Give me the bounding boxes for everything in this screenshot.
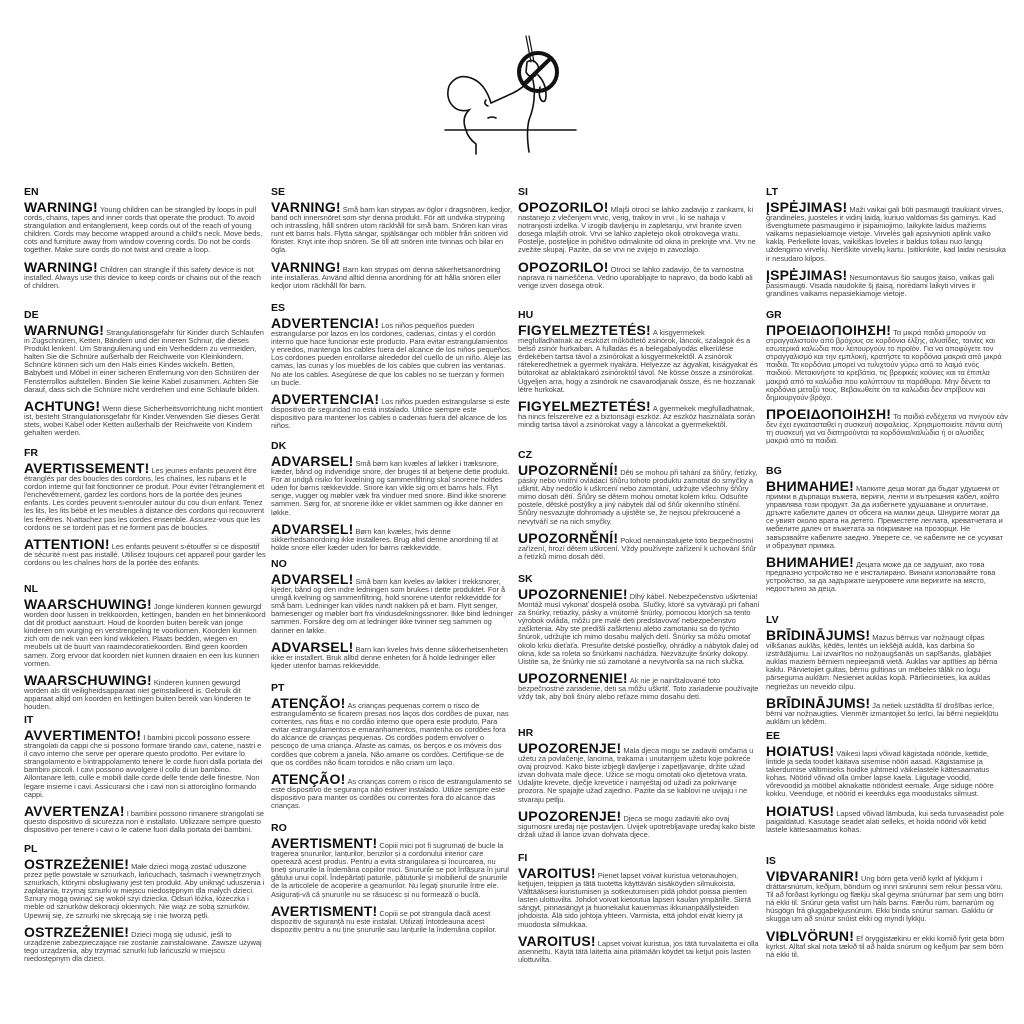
warning-heading: ВНИМАНИЕ! [766, 553, 855, 570]
warning-heading: ATTENTION! [24, 535, 110, 552]
warning-paragraph [24, 923, 266, 963]
warning-paragraph [766, 480, 1008, 550]
warning-text: Los niños pueden estrangularse si este dispositivo de seguridad no está instalado. Utilice siempre este dispositivo para mantener los cables o cadenas fuera del alcance de los niños. [271, 396, 510, 431]
warning-paragraph [24, 598, 266, 668]
warning-text: Pienet lapset voivat kuristua vetonauhojen, ketjujen, teippien ja tätä tuotetta käyttävän sisäköyden silmukoista. Välttääksesi kuristumisen ja sotkeutumisen pidä johdot poissa pienten lasten ulottuvilta. Johdot voivat kietoutua lapsen kaulan ympärille. Siirrä sängyt, pinnasängyt ja huonekalut kauemmas ikkunanpäällysteiden johdoista. Älä sido johtoja yhteen. Varmista, että johdot eivät kierry ja muodosta silmukkaa. [518, 871, 752, 929]
warning-heading: FIGYELMEZTETÉS! [518, 397, 651, 414]
warning-text: Mazus bērnus var nožņaugt cilpas vilkšanas auklās, ķēdēs, lentēs un iekšējā auklā, kas darbina šo izstrādājumu. Lai izvairītos no nožņaugšanās un sapīšanās, glabājiet auklas maziem bērniem nepieejamā vietā. Auklas var aptīties ap bērna kaklu. Pārvietojiet gultas, bērnu gultiņas un mēbeles tālāk no logu pārseguma auklām. Nesieniet auklas kopā. Pārliecinieties, ka auklas negriežas un neveido cilpu. [766, 633, 998, 691]
language-section-fr [24, 447, 266, 573]
language-code: HR [518, 727, 534, 739]
warning-paragraph [518, 742, 760, 804]
language-code: DE [24, 309, 39, 321]
language-code: DK [271, 440, 287, 452]
warning-paragraph [766, 870, 1008, 924]
warning-paragraph [24, 802, 266, 834]
warning-paragraph [271, 573, 513, 635]
warning-paragraph [271, 201, 513, 255]
warning-heading: VARNING! [271, 258, 341, 275]
warning-heading: OPOZORILO! [518, 199, 609, 215]
warning-paragraph [766, 405, 1008, 446]
language-code: RO [271, 822, 287, 834]
warning-paragraph [271, 455, 513, 517]
warning-text: Nesumontavus šio saugos įtaiso, vaikas gali pasismaugti. Visada naudokite šį įtaisą, norėdami laikyti virves ir grandines vaikams nepasiekiamoje vietoje. [766, 272, 994, 298]
warning-paragraph [24, 201, 266, 255]
warning-paragraph [766, 694, 1008, 726]
warning-heading: ВНИМАНИЕ! [766, 478, 855, 494]
warning-heading: AVERTISMENT! [271, 835, 378, 851]
warning-text: Малките деца могат да бъдат удушени от примки в дърпащи въжета, вериги, ленти и вътрешния кабел, който управлява този продукт. За да избегнете удушаване и оплитане, дръжте кабелите далеч от обсега на малки деца. Шнурите могат да се увият около врата на детето. Преместете леглата, креватчетата и мебелите далеч от въжетата за покриване на прозорци. Не завързвайте кабелите заедно. Уверете се, че кабелите не се усукват и образуват примка. [766, 484, 1003, 550]
warning-text: Maži vaikai gali būti pasmaugti traukiant virves, grandinėles, juosteles ir vidinį laidą, kuriuo valdomas šis gaminys. Kad išvengtumėte pasmaugimo ir įsipainiojimo, laikykite laidus mažiems vaikams nepasiekiamoje vietoje. Virvelės gali apsivynioti aplink vaiko kaklą. Perkelkite lovas, vaikiškas loveles ir baldus toliau nuo langų uždengimo virvelių. Neriškite virvelių kartu. Įsitikinkite, kad laidai nesisuka ir nesudaro kilpos. [766, 205, 1006, 263]
warning-text: Dzieci mogą się udusić, jeśli to urządzenie zabezpieczające nie zostanie zainstalowane. Zawsze używaj tego urządzenia, aby trzymać sznurki lub łańcuszki w miejscu niedostępnym dla dzieci. [24, 929, 262, 963]
warning-paragraph [24, 324, 266, 394]
warning-text: Jonge kinderen kunnen gewurgd worden door lussen in trekkoorden, kettingen, banden en het binnenkoord dat dit product aanstuurt. Houd de koorden buiten bereik van jonge kinderen om wurging en verstrengeling te voorkomen. Koorden kunnen zich om de nek van een kind wikkelen. Plaats bedden, wiegen en meubels uit de buurt van raamdecoratiekoorden. Bind geen koorden samen. Zorg ervoor dat koorden niet kunnen draaien en een lus kunnen vormen. [24, 602, 266, 668]
warning-paragraph [271, 837, 513, 899]
warning-text: Barn kan strypas om denna säkerhetsanordning inte installeras. Använd alltid denna anordning för att hålla snören eller kedjor utom räckhåll för barn. [271, 264, 501, 290]
warning-paragraph [518, 201, 760, 255]
warning-heading: HOIATUS! [766, 802, 835, 819]
warning-text: Ef öryggistækinu er ekki komið fyrir geta börn kyrkst. Alltaf skal nota tækið til að halda snúrum og keðjum þar sem börn ná ekki til. [766, 933, 1005, 959]
warning-text: Copiii se pot strangula dacă acest dispozitiv de siguranță nu este instalat. Utilizați întotdeauna acest dispozitiv pentru a nu ține șnururile sau lanțurile la îndemâna copiilor. [271, 908, 497, 934]
warning-paragraph [766, 553, 1008, 594]
language-section-ro [271, 822, 513, 940]
warning-heading: UPOZORENJE! [518, 807, 622, 824]
warning-text: A kisgyermekek megfulladhatnak az eszközt működtető zsinórok, láncok, szalagok és a belső zsinór hurkaiban. A fulladás és a belegabalyodás elkerülése érdekében tartsa távol a zsinórokat a kisgyermekektől. A zsinórok rátekeredhetnek a gyermek nyakára. Helyezze az ágyakat, kiságyakat és bútorokat az ablaktakaró zsinóroktól távol. Ne kösse össze a zsinórokat. Ügyeljen arra, hogy a zsinórok ne csavarodjanak össze, és ne hozzanak létre hurkokat. [518, 328, 758, 394]
warning-heading: WAARSCHUWING! [24, 596, 152, 612]
language-section-lt [766, 186, 1008, 304]
warning-text: Les enfants peuvent s›étouffer si ce dispositif de sécurité n›est pas installé. Utilisez toujours cet appareil pour garder les cordons ou les chaînes hors de la portée des enfants. [24, 541, 266, 567]
warning-heading: AVERTISSEMENT! [24, 460, 150, 476]
warning-text: Barn kan kveles hvis denne sikkerhetsenheten ikke er installert. Bruk alltid denne enheten for å holde ledninger eller kjeder utenfor barnas rekkevidde. [271, 644, 508, 670]
warning-heading: UPOZORNENIE! [518, 669, 628, 686]
warning-heading: ADVARSEL! [271, 571, 354, 587]
warning-paragraph [766, 266, 1008, 298]
language-section-hu [518, 309, 760, 435]
warning-text: As crianças correm o risco de estrangulamento se este dispositivo de segurança não estiver instalado. Utilize sempre este dispositivo para manter os cordões ou correntes fora do alcance das crianças. [271, 776, 512, 811]
warning-text: Mlajši otroci se lahko zadavijo z zankami, ki nastanejo z vlečenjem vrvic, verig, trakov in vrvi , ki se nahaja v notranjosti izdelka. V izogib davljenju in zapletanju, vrvi hranite izven dosega mlajših otrok. Vrvi se lahko zapletejo okoli otrokovega vratu. Postelje, posteljice in pohištvo odmaknite od okna in prekrijte vrvi. Vrv ne zvežite skupaj. Pazite, da se vrvi ne zvijejo in zavozlajo. [518, 205, 756, 255]
warning-heading: OSTRZEŻENIE! [24, 856, 130, 872]
warning-paragraph [271, 520, 513, 552]
language-code: SE [271, 186, 286, 198]
warning-heading: WARNING! [24, 199, 98, 215]
language-section-is [766, 855, 1008, 965]
warning-text: Young children can be strangled by loops in pull cords, chains, tapes and inner cords that operate the product. To avoid strangulation and entanglement, keep cords out of the reach of young children. Cords may become wrapped around a child's neck. Move beds, cots and furniture away from window covering cords. Do not be cords together. Make sure cords do not twist and create a loop. [24, 205, 263, 255]
warning-text: Strangulationsgefahr für Kinder durch Schlaufen in Zugschnüren, Ketten, Bändern und der inneren Schnur, die dieses Produkt lenken!. Um Strangulierung und ein Verheddern zu vermeiden, halten Sie die Schnüre außerhalb der Reichweite von Kleinkindern. Schnüre können sich um den Hals eines Kindes wickeln. Betten, Babybett und Möbel in einer sicheren Entfernung von den Schnüren der Fensterrollos aufstellen. Binden Sie keine Kabel zusammen. Achten Sie darauf, dass sich die Schnüre nicht verdrehen und eine Schlaufe bilden. [24, 328, 264, 394]
warning-text: Copiii mici pot fi sugrumați de bucle la tragerea șnururilor, lanțurilor, benzilor și a cordonului interior care operează acest produs. Pentru a evita strangularea și încurcarea, nu țineți șnururile la îndemâna copiilor mici. Șnururile se pot înfășura în jurul gâtului unui copil. Îndepărtați paturile, pătuțurile și mobilierul de șnururile de la articolele de acoperire a geamurilor. Nu legați șnururile între ele. Asigurați-vă că șnururile nu se răsucesc și nu formează o buclă. [271, 841, 509, 899]
warning-text: Les jeunes enfants peuvent être étranglés par des boucles des cordons, les chaînes, les rubans et le cordon interne qui fait fonctionner ce produit. Pour éviter l'étranglement et l'enchevêtrement, gardez les cordons hors de la portée des jeunes enfants. Les cordes peuvent s›enrouler autour du cou d›un enfant. Tenez les lits, les lits bébé et les meubles à distance des cordons qui recouvrent les fenêtres. N›attachez pas les cordes ensemble. Assurez-vous que les cordons ne se tordent pas et ne forment pas de boucles. [24, 466, 265, 532]
warning-paragraph [271, 317, 513, 387]
warning-paragraph [766, 745, 1008, 799]
warning-heading: AVVERTIMENTO! [24, 727, 142, 743]
warning-heading: OPOZORILO! [518, 258, 609, 275]
language-code: LT [766, 186, 779, 198]
warning-paragraph [24, 729, 266, 799]
warning-paragraph [24, 535, 266, 567]
warning-text: Małe dzieci mogą zostać uduszone przez pętle powstałe w sznurkach, łańcuchach, taśmach i wewnętrznych sznurkach, którymi obsługiwany jest ten produkt. Aby uniknąć uduszenia i zaplątania, trzymaj sznurki w miejscu niedostępnym dla małych dzieci. Sznury mogą owinąć się wokół szyi dziecka. Odsuń łóżka, łóżeczka i meble od sznurków dekoracji okiennych. Nie wiąż ze sobą sznurków. Upewnij się, że sznurki nie skręcają się i nie tworzą pętli. [24, 862, 265, 920]
warning-text: Väikesi lapsi võivad kägistada nööride, kettide, lintide ja seda toodet käitava sisemise nööri aasad. Kägistamise ja takerdumise vältimiseks hoidke juhtmeid väikelastele kättesaamatus kohas. Nöörid võivad olla ümber lapse kaela. Liigutage voodid, võrevoodid ja mööbel aknakatte nööridest eemale. Ärge siduge nööre kokku. Veenduge, et nöörid ei keerduks ega moodustaks silmust. [766, 749, 994, 799]
language-section-se [271, 186, 513, 296]
warning-heading: VIÐLVÖRUN! [766, 927, 855, 944]
language-section-pl [24, 843, 266, 969]
language-section-pt [271, 682, 513, 816]
warning-paragraph [518, 669, 760, 702]
warning-text: Kinderen kunnen gewurgd worden als dit veiligheidsapparaat niet geïnstalleerd is. Gebruik dit apparaat altijd om koorden en kettingen buiten bereik van kinderen te houden. [24, 677, 251, 712]
warning-paragraph [271, 638, 513, 670]
language-section-es [271, 302, 513, 436]
language-section-it [24, 714, 266, 840]
language-code: PL [24, 843, 38, 855]
language-section-dk [271, 440, 513, 558]
language-code: NO [271, 558, 287, 570]
warning-text: Ak nie je nainštalované toto bezpečnostné zariadenie, deti sa môžu uškrtiť. Toto zariadenie používajte vždy tak, aby boli šnúry alebo reťaze mimo dosahu detí. [518, 675, 759, 702]
warning-text: Otroci se lahko zadavijo, če ta varnostna naprava ni nameščena. Vedno uporabljajte to napravo, da bodo kabli ali verige izven dosega otrok. [518, 264, 753, 290]
warning-text: Децата може да се задушат, ако това предпазно устройство не е инсталирано. Винаги използвайте това устройство, за да задържате шнуровете или веригите на място, недостъпно за деца. [766, 559, 996, 594]
language-code: FR [24, 447, 38, 459]
warning-paragraph [766, 927, 1008, 959]
warning-heading: WARNUNG! [24, 322, 105, 338]
warning-text: Ung börn geta verið kyrkt af lykkjum í dráttarsnúrum, keðjum, böndum og innri snúrunni sem rekur þessa vöru. Til að forðast kyrkingu og flækju skal geyma snúrurnar þar sem ung börn ná ekki til. Snúrur geta vafist um háls barns. Færðu rúm, barnarúm og húsgögn frá gluggaþekjusnúrum. Ekki binda snúrur saman. Gakktu úr skugga um að snúrur snúist ekki og myndi lykkju. [766, 874, 1004, 924]
warning-heading: UPOZORNENIE! [518, 586, 628, 602]
warning-heading: UPOZORENJE! [518, 740, 622, 756]
warning-heading: ADVARSEL! [271, 520, 354, 537]
warning-heading: UPOZORNĚNÍ! [518, 529, 619, 546]
warning-text: Små børn kan kvæles af løkker i træksnore, kæder, bånd og indvendige snore, der bruges til at betjene dette produkt. For at undgå risiko for kvælning og sammenfiltring skal snorene holdes uden for børns rækkevidde. Snore kan vikle sig om et barns hals. Flyt senge, vugger og møbler væk fra vinduer med snore. Bind ikke snorene sammen. Sørg for, at snorene ikke er viklet sammen og ikke danner en løkke. [271, 459, 510, 517]
warning-paragraph [518, 258, 760, 290]
language-code: NL [24, 583, 38, 595]
child-cord-prohibited-icon [440, 20, 590, 165]
warning-paragraph [271, 902, 513, 934]
warning-heading: FIGYELMEZTETÉS! [518, 322, 651, 338]
warning-text: Små barn kan strypas av öglor i dragsnören, kedjor, band och innersnöret som styr denna produkt. För att undvika strypning och intrassling, håll snören utom räckhåll för små barn. Snören kan viras runt ett barns hals. Flytta sängar, spjälsängar och möbler från snören vid fönster. Knyt inte ihop snören. Se till att snören inte tvinnas och bilar en ögla. [271, 205, 513, 255]
warning-paragraph [24, 462, 266, 532]
warning-paragraph [518, 324, 760, 394]
warning-paragraph [271, 258, 513, 290]
warning-heading: ĮSPĖJIMAS! [766, 199, 848, 215]
language-code: SK [518, 573, 533, 585]
language-code: ES [271, 302, 286, 314]
warning-paragraph [766, 802, 1008, 834]
warning-paragraph [766, 201, 1008, 263]
warning-text: Τα παιδιά ενδέχεται να πνιγούν εάν δεν έχει εγκατασταθεί η συσκευή ασφαλείας. Χρησιμοποιείτε πάντα αυτή τη συσκευή για να διατηρούνται τα κορδόνια/καλώδια ή οι αλυσίδες μακριά από τα παιδιά. [766, 411, 1008, 446]
warning-text: Pokud nenainstalujete toto bezpečnostní zařízení, hrozí dětem uškrcení. Vždy používejte zařízení k uchování šňůr a řetízků mimo dosah dětí. [518, 535, 757, 561]
language-section-si [518, 186, 760, 296]
language-code: FI [518, 852, 528, 864]
warning-heading: WAARSCHUWING! [24, 671, 152, 688]
warning-paragraph [24, 397, 266, 438]
warning-heading: BRĪDINĀJUMS! [766, 694, 871, 711]
language-section-de [24, 309, 266, 443]
warning-heading: AVVERTENZA! [24, 802, 125, 819]
language-code: LV [766, 614, 779, 626]
warning-heading: OSTRZEŻENIE! [24, 923, 130, 940]
warning-text: Los niños pequeños pueden estrangularse por lazos en los cordones, cadenas, cintas y el cordón interno que hace funcionar este producto. Para evitar estrangulamientos y enredos, mantenga los cables fuera del alcance de los niños pequeños. Los cordones pueden enrollarse alrededor del cuello de un niño. Aleje las camas, las cunas y los muebles de los cables que cubren las ventanas. No ate los cables. Asegúrese de que los cables no se tuerzan y formen un bucle. [271, 321, 512, 387]
language-section-hr [518, 727, 760, 845]
language-code: GR [766, 309, 782, 321]
warning-heading: VARNING! [271, 199, 341, 215]
language-section-cz [518, 449, 760, 567]
warning-heading: ATENÇÃO! [271, 770, 346, 787]
warning-heading: ΠΡΟΕΙΔΟΠΟΙΗΣΗ! [766, 322, 892, 338]
warning-heading: ĮSPĖJIMAS! [766, 266, 848, 283]
warning-text: As crianças pequenas correm o risco de estrangulamento se ficarem presas nos laços dos cordões de puxar, nas correntes, nas fitas e no cordão interno que opera este produto. Para evitar estrangulamentos e emaranhamentos, mantenha os cordões fora do alcance de crianças pequenas. Os cordões podem envolver o pescoço de uma criança. Afaste as camas, os berços e os móveis dos cordões que cobrem a janela. Não amarre os cordões. Certifique-se de que os cordões não ficam torcidos e não criam um laço. [271, 701, 509, 767]
warning-paragraph [518, 529, 760, 561]
warning-paragraph [518, 397, 760, 429]
warning-text: I bambini piccoli possono essere strangolati da cappi che si possono formare tirando cavi, catene, nastri e il cavo interno che serve per operare questo prodotto. Per evitare lo strangolamento e l›intrappolamento tenere le corde fuori dalla portata dei bambini piccoli. I cavi possono avvolgere il collo di un bambino. Allontanare letti, culle e mobili dalle corde delle tende delle finestre. Non legare insieme i cavi. Assicurarsi che i cavi non si attorciglino formando cappi. [24, 733, 263, 799]
warning-heading: VAROITUS! [518, 932, 596, 949]
warning-text: Children can strangle if this safety device is not installed. Always use this device to keep cords or chains out of the reach of children. [24, 264, 261, 290]
warning-text: Τα μικρά παιδιά μπορούν να στραγγαλιστούν από βρόχους σε κορδόνια έλξης, αλυσίδες, ταινίες και εσωτερικά καλώδια που λειτουργούν το προϊόν. Για να αποφύγετε τον στραγγαλισμό και την εμπλοκή, κρατήστε τα κορδόνια μακριά από μικρά παιδιά. Τα κορδόνια μπορεί να τυλιχτούν γύρω από το λαιμό ενός παιδιού. Μετακινήστε τα κρεβάτια, τις βρεφικές κούνιες και τα έπιπλα μακριά από τα καλώδια που καλύπτουν τα παράθυρα. Μην δένετε τα κορδόνια μεταξύ τους. Βεβαιωθείτε ότι τα καλώδια δεν στρίβουν και δημιουργούν βρόχο. [766, 328, 1002, 402]
language-section-bg [766, 465, 1008, 599]
language-code: EE [766, 730, 781, 742]
warning-paragraph [271, 390, 513, 431]
warning-text: Děti se mohou při tahání za šňůry, řetízky, pásky nebo vnitřní ovládací šňůru tohoto produktu zamotat do smyčky a uškrtit. Aby nedošlo k uškrcení nebo zamotání, udržujte všechny šňůry mimo dosah dětí. Šňůry se dětem mohou omotat kolem krku. Odsuňte postele, dětské postýlky a jiný nábytek dál od šňůr okenního stínění. Šňůry nesvazujte dohromady a ujistěte se, že nejsou překroucené a nevytváří se na nich smyčky. [518, 468, 758, 526]
warning-heading: VAROITUS! [518, 865, 596, 881]
warning-text: Lapset voivat kuristua, jos tätä turvalaitetta ei olla asennettu. Käytä tätä laitetta aina pitämään köydet tai ketjut pois lasten ulottuvilta. [518, 938, 759, 964]
language-section-sk [518, 573, 760, 707]
language-code: EN [24, 186, 39, 198]
warning-heading: HOIATUS! [766, 743, 835, 759]
warning-heading: BRĪDINĀJUMS! [766, 627, 871, 643]
warning-paragraph [271, 770, 513, 811]
warning-paragraph [24, 671, 266, 712]
warning-text: Ja netiek uzstādīta šī drošības ierīce, bērni var nožņaugties. Vienmēr izmantojiet šo ierīci, lai bērni nepiekļūtu auklām un ķēdēm. [766, 700, 999, 726]
language-section-ee [766, 730, 1008, 840]
language-code: PT [271, 682, 285, 694]
warning-text: Dlhý kábel. Nebezpečenstvo uškrtenia! Montáž musí vykonať dospelá osoba. Slučky, ktoré sa vytvárajú pri ťahaní za šnúrky, retiazky, pásky a vnútorné šnúrky, pomocou ktorých sa tento výrobok ovláda, môžu pre malé deti predstavovať nebezpečenstvo zaškrtenia. Aby ste predišli zaškrteniu alebo zamotaniu sa do týchto šnúrok, udržujte ich mimo dosahu malých detí. Šnúrky sa môžu omotať okolo krku dieťaťa. Presuňte detské postieľky, ohrádky a nábytok ďalej od okna, kde sa roleta so šnúrkami nachádza. Nezväzujte šnúrky dokopy. Uistite sa, že šnúrky nie sú zamotané a nevytvorila sa na nich slučka. [518, 592, 760, 666]
warning-heading: UPOZORNĚNÍ! [518, 462, 619, 478]
warning-paragraph [271, 697, 513, 767]
warning-heading: ADVERTENCIA! [271, 390, 380, 407]
language-section-nl [24, 583, 266, 717]
language-section-en [24, 186, 266, 296]
warning-paragraph [518, 932, 760, 964]
warning-heading: VIÐVARANIR! [766, 868, 859, 884]
language-section-lv [766, 614, 1008, 732]
language-section-gr [766, 309, 1008, 451]
warning-heading: ADVARSEL! [271, 638, 354, 655]
language-code: IS [766, 855, 776, 867]
warning-text: Wenn diese Sicherheitsvorrichtung nicht montiert ist, besteht Strangulationsgefahr für Kinder.Verwenden Sie dieses Gerät stets, wobei Kabel oder Ketten außerhalb der Reichweite von Kindern gehalten werden. [24, 403, 263, 438]
warning-paragraph [518, 807, 760, 839]
warning-paragraph [766, 629, 1008, 691]
language-code: BG [766, 465, 782, 477]
warning-heading: AVERTISMENT! [271, 902, 378, 919]
language-code: CZ [518, 449, 532, 461]
warning-paragraph [24, 858, 266, 920]
language-code: IT [24, 714, 34, 726]
warning-heading: ATENÇÃO! [271, 695, 346, 711]
language-section-fi [518, 852, 760, 970]
warning-text: Djeca se mogu zadaviti ako ovaj sigurnosni uređaj nije postavljen. Uvijek upotrebljavajte uređaj kako biste držali užad ili lance izvan dohvata djece. [518, 813, 756, 839]
warning-text: A gyermekek megfulladhatnak, ha nincs felszerelve ez a biztonsági eszköz. Az eszköz használata során mindig tartsa távol a zsinórokat vagy a láncokat a gyermekektől. [518, 403, 755, 429]
warning-heading: ADVERTENCIA! [271, 315, 380, 331]
warning-paragraph [518, 867, 760, 929]
warning-text: Lapsed võivad lämbuda, kui seda turvaseadist pole paigaldatud. Kasutage seadet alati selleks, et hoida nöörid või ketid lastele kättesaamatus kohas. [766, 808, 1004, 834]
warning-heading: ACHTUNG! [24, 397, 101, 414]
warning-heading: WARNING! [24, 258, 98, 275]
warning-text: Mala djeca mogu se zadaviti omčama u užetu za povlačenje, lancima, trakama i unutarnjem užetu koje pokreće ovaj proizvod. Kako biste izbjegli davljenje i zapetljavanje, držite užad izvan dohvata male djece. Užice se mogu omotati oko djetetova vrata. Udaljite krevete, dječje krevetiće i namještaj od užadi za pokrivanje prozora. Ne spajajte užad zajedno. Pazite da se kablovi ne uvijaju i ne stvaraju petlju. [518, 746, 754, 804]
warning-text: Små barn kan kveles av løkker i trekksnorer, kjeder, bånd og den indre ledningen som brukes i dette produktet. For å unngå kvelning og sammenfiltring, hold snorene utenfor rekkevidde for små barn. Ledninger kan vikles rundt nakken på et barn. Flytt senger, barnesenger og møbler bort fra vindusdekningssnorer. Ikke bind ledninger sammen. Forsikre deg om at ledninger ikke tvinner seg sammen og danner en løkke. [271, 577, 513, 635]
language-section-no [271, 558, 513, 676]
warning-paragraph [24, 258, 266, 290]
language-code: SI [518, 186, 528, 198]
warning-heading: ΠΡΟΕΙΔΟΠΟΙΗΣΗ! [766, 405, 892, 422]
warning-heading: ADVARSEL! [271, 453, 354, 469]
language-code: HU [518, 309, 534, 321]
warning-paragraph [518, 464, 760, 526]
warning-text: I bambini possono rimanere strangolati se questo dispositivo di sicurezza non è installato. Utilizzare sempre questo dispositivo per tenere i cavi o le catene fuori dalla portata dei bambini. [24, 808, 264, 834]
warning-paragraph [766, 324, 1008, 402]
warning-paragraph [518, 588, 760, 666]
warning-text: Børn kan kvæles, hvis denne sikkerhedsanordning ikke installeres. Brug altid denne anordning til at holde snore eller kæder uden for børns rækkevidde. [271, 526, 499, 552]
